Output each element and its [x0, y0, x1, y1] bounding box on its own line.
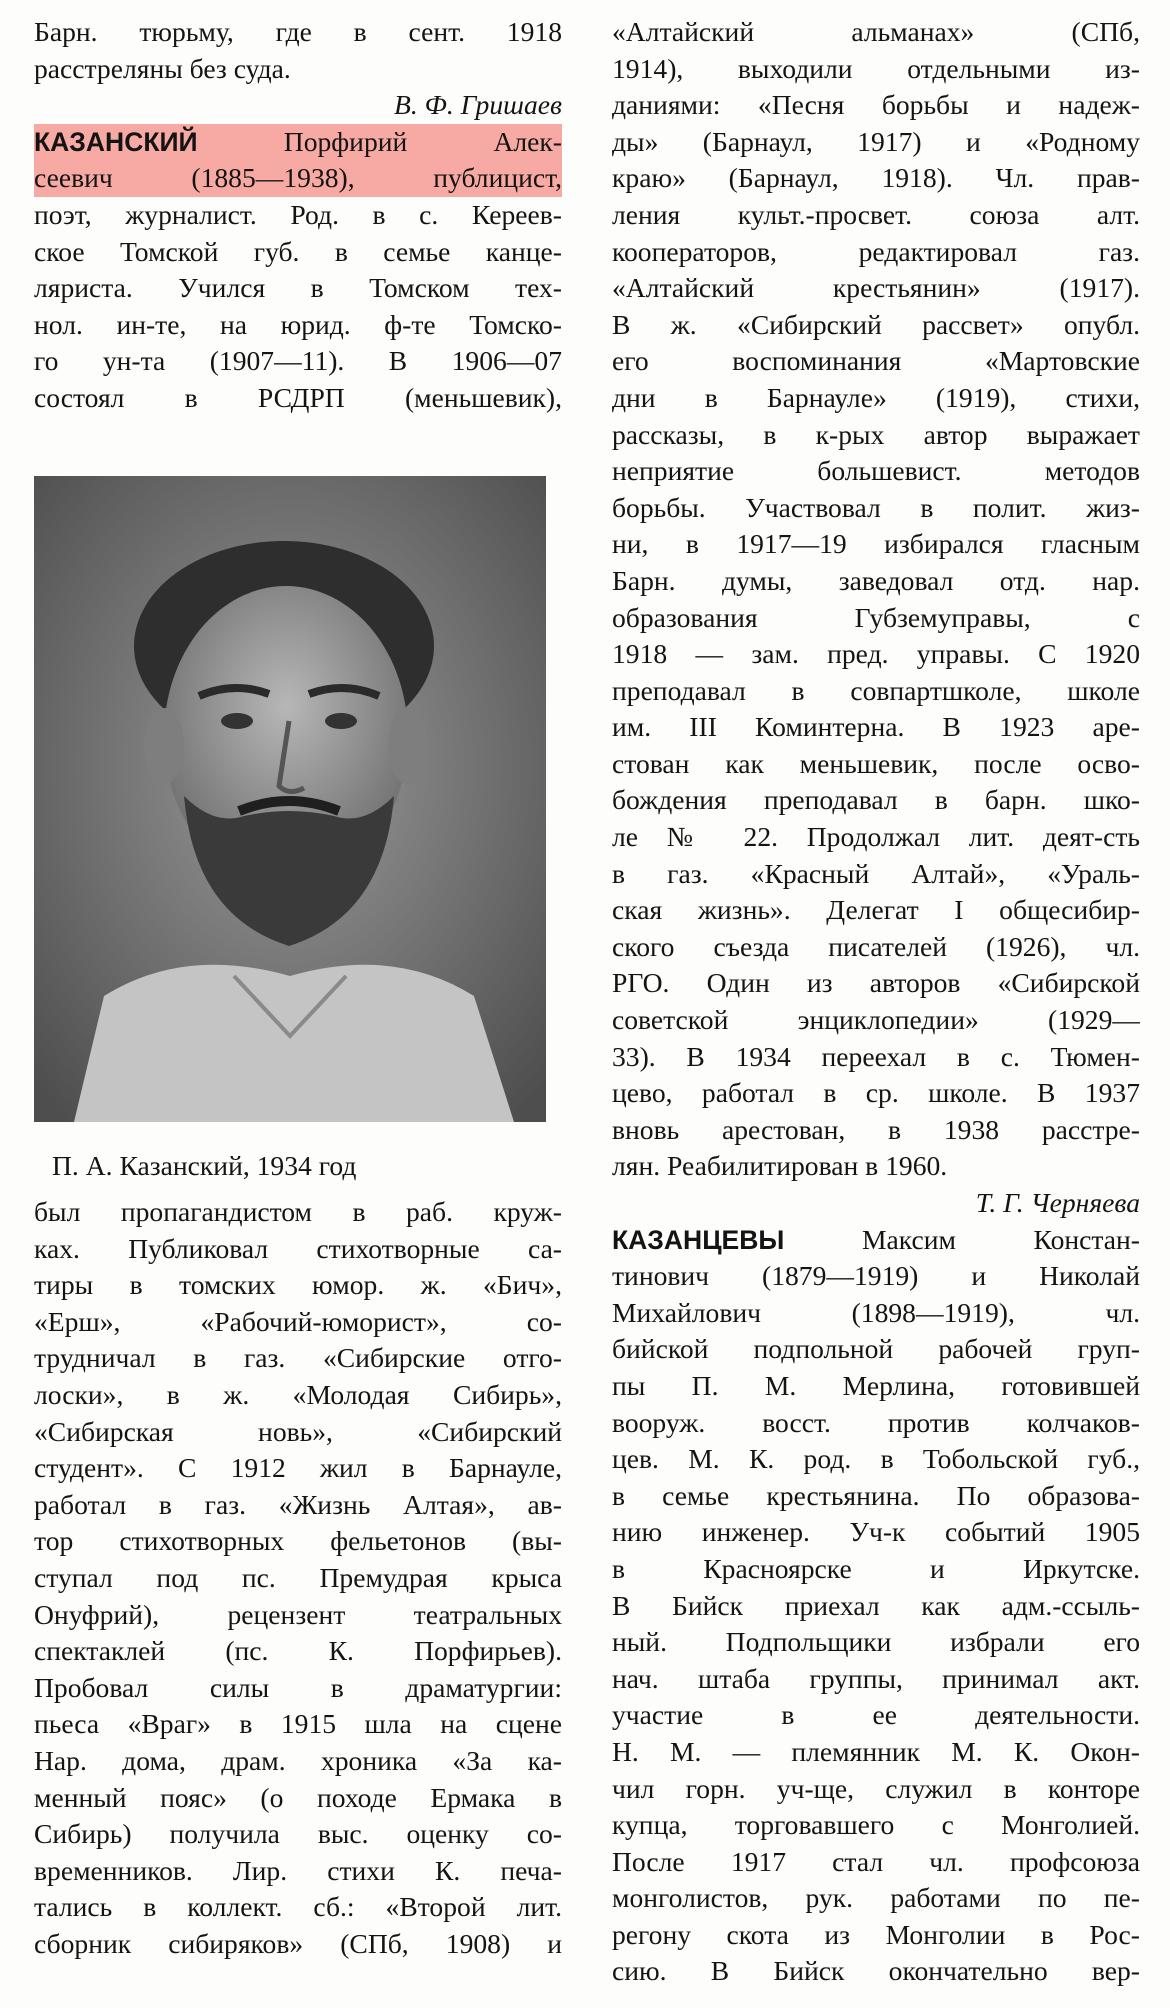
text-line: «Алтайский альманах» (СПб, [612, 16, 1140, 47]
text-line: монголистов, рук. работами по пе- [612, 1882, 1140, 1914]
text-line: Н. М. — племянник М. К. Окон- [612, 1735, 1140, 1767]
text-line: им. III Коминтерна. В 1923 аре- [612, 711, 1140, 743]
photo-caption: П. А. Казанский, 1934 год [52, 1150, 357, 1181]
text-line: Нар. дома, драм. хроника «За ка- [34, 1744, 562, 1776]
text-line: расстреляны без суда. [34, 52, 291, 84]
text-line: борьбы. Участвовал в полит. жиз- [612, 491, 1140, 523]
text-line: нию инженер. Уч-к событий 1905 [612, 1516, 1140, 1548]
text-line: неприятие большевист. методов [612, 455, 1140, 487]
text-line: краю» (Барнаул, 1918). Чл. прав- [612, 162, 1140, 194]
text-line: студент». С 1912 жил в Барнауле, [34, 1452, 562, 1484]
text-line: ле № 22. Продолжал лит. деят-сть [612, 821, 1140, 853]
text-line: цево, работал в ср. школе. В 1937 [612, 1077, 1140, 1109]
text-line: пьеса «Враг» в 1915 шла на сцене [34, 1708, 562, 1740]
entry-headword: КАЗАНСКИЙ [34, 126, 198, 157]
text-line: 33). В 1934 переехал в с. Тюмен- [612, 1040, 1140, 1072]
text-line: дни в Барнауле» (1919), стихи, [612, 381, 1140, 413]
text-line: состоял в РСДРП (меньшевик), [34, 381, 562, 413]
text-line: преподавал в совпартшколе, школе [612, 674, 1140, 706]
entry-heading-rest: Порфирий Алек- [197, 125, 562, 157]
text-line: 1914), выходили отдельными из- [612, 52, 1140, 84]
right-column [612, 14, 1140, 1990]
text-line: тиры в томских юмор. ж. «Бич», [34, 1269, 562, 1301]
text-line: ления культ.-просвет. союза алт. [612, 198, 1140, 230]
text-line: В Бийск приехал как адм.-ссыль- [612, 1589, 1140, 1621]
portrait-image [34, 476, 546, 1122]
text-line: вооруж. восст. против колчаков- [612, 1406, 1140, 1438]
entry-headword: КАЗАНЦЕВЫ [612, 1224, 785, 1255]
text-line: регону скота из Монголии в Рос- [612, 1918, 1140, 1950]
author-signature: В. Ф. Гришаев [393, 89, 562, 121]
text-line: цев. М. К. род. в Тобольской губ., [612, 1443, 1140, 1475]
text-line: тор стихотворных фельетонов (вы- [34, 1525, 562, 1557]
left-column-top [34, 14, 562, 417]
text-line: тинович (1879—1919) и Николай [612, 1260, 1140, 1292]
text-line: в газ. «Красный Алтай», «Ураль- [612, 857, 1140, 889]
text-line: тались в коллект. сб.: «Второй лит. [34, 1891, 562, 1923]
entry-kazansky-heading-line-2: сеевич (1885—1938), публицист, [34, 160, 562, 197]
text-line: Михайлович (1898—1919), чл. [612, 1296, 1140, 1328]
text-line: ни, в 1917—19 избирался гласным [612, 528, 1140, 560]
text-line: поэт, журналист. Род. в с. Кереев- [34, 198, 562, 230]
text-line: ская жизнь». Делегат I общесибир- [612, 894, 1140, 926]
entry-heading-rest: Максим Констан- [784, 1223, 1140, 1255]
text-line: «Алтайский крестьянин» (1917). [612, 272, 1140, 304]
text-line: работал в газ. «Жизнь Алтая», ав- [34, 1488, 562, 1520]
text-line: бождения преподавал в барн. шко- [612, 784, 1140, 816]
text-line: В ж. «Сибирский рассвет» опубл. [612, 308, 1140, 340]
text-line: 1918 — зам. пред. управы. С 1920 [612, 638, 1140, 670]
text-line: купца, торговавшего с Монголией. [612, 1809, 1140, 1841]
text-line: бийской подпольной рабочей груп- [612, 1333, 1140, 1365]
text-line: После 1917 стал чл. профсоюза [612, 1845, 1140, 1877]
text-line: участие в ее деятельности. [612, 1699, 1140, 1731]
text-line: нол. ин-те, на юрид. ф-те Томско- [34, 308, 562, 340]
text-line: Барн. думы, заведовал отд. нар. [612, 564, 1140, 596]
text-line: чил горн. уч-ще, служил в конторе [612, 1772, 1140, 1804]
text-line: Сибирь) получила выс. оценку со- [34, 1818, 562, 1850]
text-line: спектаклей (пс. К. Порфирьев). [34, 1635, 562, 1667]
text-line: РГО. Один из авторов «Сибирской [612, 967, 1140, 999]
text-line: ды» (Барнаул, 1917) и «Родному [612, 125, 1140, 157]
text-line: пы П. М. Мерлина, готовившей [612, 1369, 1140, 1401]
text-line: менный пояс» (о походе Ермака в [34, 1781, 562, 1813]
text-line: Пробовал силы в драматургии: [34, 1671, 562, 1703]
text-line: ках. Публиковал стихотворные са- [34, 1232, 562, 1264]
text-line: кооператоров, редактировал газ. [612, 235, 1140, 267]
text-line: ское Томской губ. в семье канце- [34, 235, 562, 267]
portrait-photo [34, 476, 546, 1122]
text-line: Барн. тюрьму, где в сент. 1918 [34, 16, 562, 47]
text-line: нач. штаба группы, принимал акт. [612, 1662, 1140, 1694]
text-line: «Сибирская новь», «Сибирский [34, 1415, 562, 1447]
text-line: временников. Лир. стихи К. печа- [34, 1854, 562, 1886]
text-line: рассказы, в к-рых автор выражает [612, 418, 1140, 450]
entry-kazansky-heading-line [34, 124, 562, 161]
text-line: лоски», в ж. «Молодая Сибирь», [34, 1378, 562, 1410]
text-line: лян. Реабилитирован в 1960. [612, 1150, 948, 1182]
text-line: был пропагандистом в раб. круж- [34, 1196, 562, 1227]
text-line: ского съезда писателей (1926), чл. [612, 930, 1140, 962]
author-signature: Т. Г. Черняева [975, 1187, 1140, 1218]
text-line: го ун-та (1907—11). В 1906—07 [34, 345, 562, 377]
text-line: его воспоминания «Мартовские [612, 345, 1140, 377]
text-line: советской энциклопедии» (1929— [612, 1004, 1140, 1036]
text-line: трудничал в газ. «Сибирские отго- [34, 1342, 562, 1374]
text-line: вновь арестован, в 1938 расстре- [612, 1113, 1140, 1145]
text-line: ляриста. Учился в Томском тех- [34, 272, 562, 304]
left-column-bottom [34, 1194, 562, 1962]
text-line: «Ерш», «Рабочий-юморист», со- [34, 1305, 562, 1337]
text-line: Онуфрий), рецензент театральных [34, 1598, 562, 1630]
entry-kazantsevy-heading-line [612, 1222, 1140, 1259]
text-line: в Красноярске и Иркутске. [612, 1552, 1140, 1584]
text-line: стован как меньшевик, после осво- [612, 747, 1140, 779]
text-line: сборник сибиряков» (СПб, 1908) и [34, 1927, 562, 1959]
text-line: образования Губземуправы, с [612, 601, 1140, 633]
text-line: в семье крестьянина. По образова- [612, 1479, 1140, 1511]
text-line: ный. Подпольщики избрали его [612, 1626, 1140, 1658]
text-line: ступал под пс. Премудрая крыса [34, 1561, 562, 1593]
text-line: сию. В Бийск окончательно вер- [612, 1955, 1140, 1987]
text-line: даниями: «Песня борьбы и надеж- [612, 89, 1140, 121]
